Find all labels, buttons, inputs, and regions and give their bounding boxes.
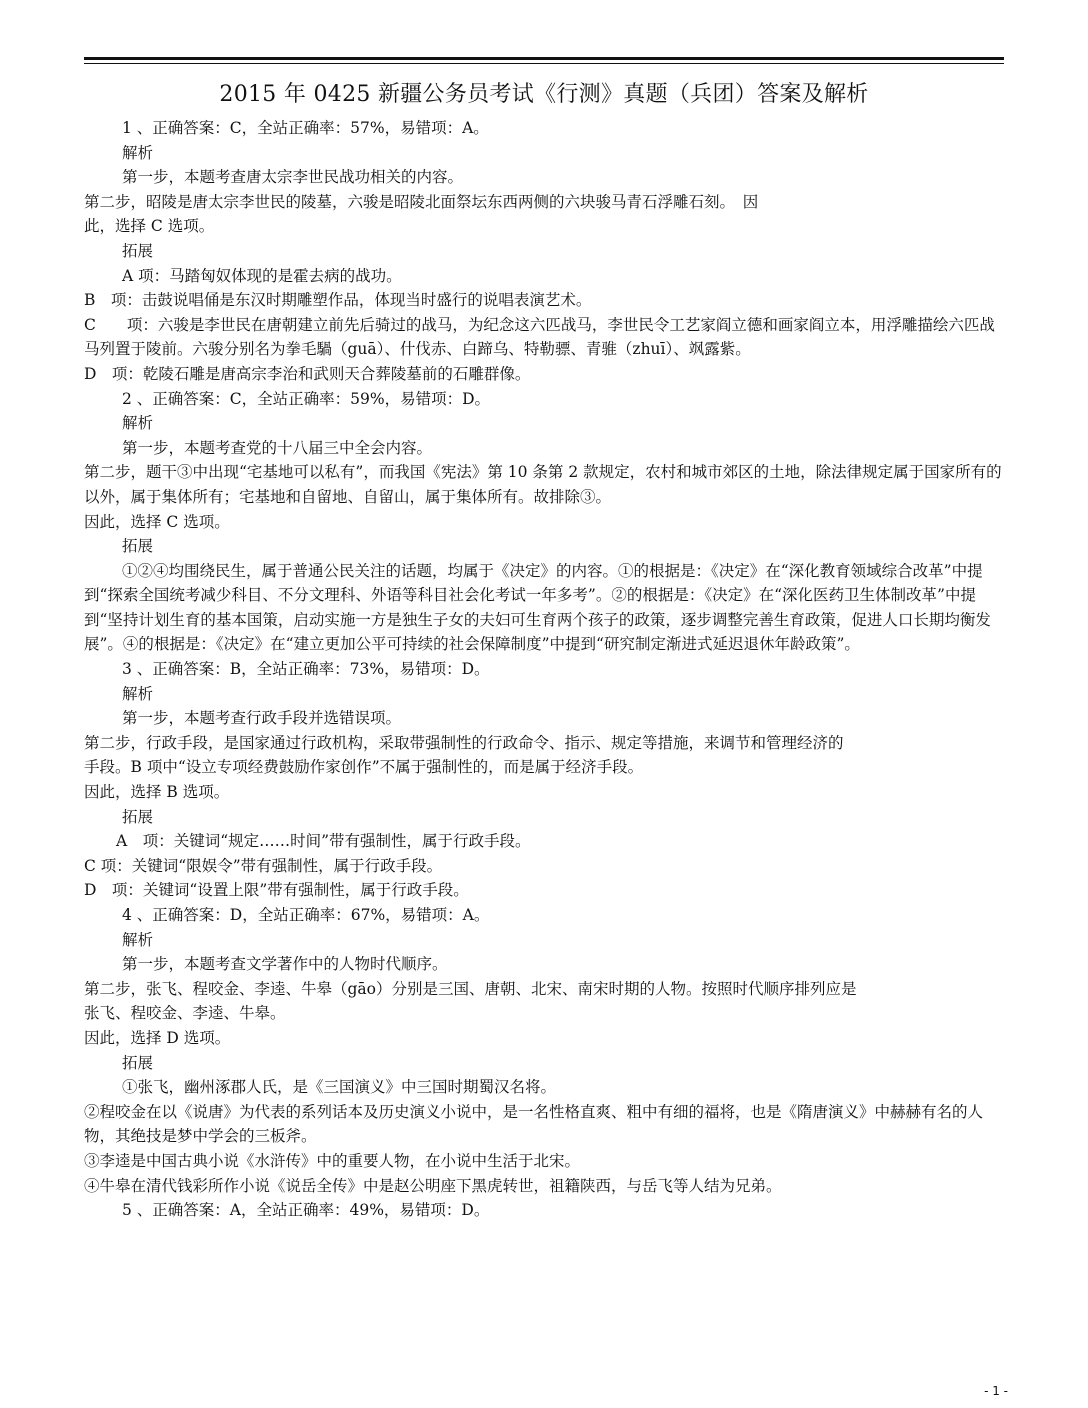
q1-extension-heading: 拓展 (122, 241, 154, 260)
q1-option-d: D 项：乾陵石雕是唐高宗李治和武则天合葬陵墓前的石雕群像。 (84, 364, 531, 383)
q1-analysis-heading: 解析 (122, 143, 154, 162)
q3-option-c: C 项：关键词“限娱令”带有强制性，属于行政手段。 (84, 856, 443, 875)
q3-step2-line1: 第二步，行政手段，是国家通过行政机构，采取带强制性的行政命令、指示、规定等措施，来调节和管理经济的 (84, 733, 844, 752)
header-rule-thick (84, 57, 1004, 60)
document-body (84, 116, 1004, 1223)
q3-answer: 3 、正确答案：B，全站正确率：73%，易错项：D。 (122, 660, 490, 679)
q1-step2-line1: 第二步，昭陵是唐太宗李世民的陵墓，六骏是昭陵北面祭坛东西两侧的六块骏马青石浮雕石刻。 因 (84, 192, 759, 211)
q4-step2-line1: 第二步，张飞、程咬金、李逵、牛皋（gāo）分别是三国、唐朝、北宋、南宋时期的人物。按照时代顺序排列应是 (84, 979, 857, 998)
q5-answer: 5 、正确答案：A，全站正确率：49%，易错项：D。 (122, 1201, 490, 1220)
q3-analysis-heading: 解析 (122, 684, 154, 703)
q4-extension-heading: 拓展 (122, 1053, 154, 1072)
q2-step1: 第一步，本题考查党的十八届三中全会内容。 (122, 438, 433, 457)
q3-option-a: A 项：关键词“规定……时间”带有强制性，属于行政手段。 (116, 832, 531, 851)
q2-analysis-heading: 解析 (122, 414, 154, 433)
page-number: - 1 - (984, 1384, 1008, 1398)
q1-option-c: C 项：六骏是李世民在唐朝建立前先后骑过的战马，为纪念这六匹战马，李世民令工艺家阎立德和画家阎立本，用浮雕描绘六匹战马列置于陵前。六骏分别名为拳毛騧（guā）、什伐赤、白蹄乌、特勒骠、青骓（zhuī）、飒露紫。 (84, 315, 995, 359)
q1-option-a: A 项：马踏匈奴体现的是霍去病的战功。 (122, 266, 402, 285)
q4-item-3: ③李逵是中国古典小说《水浒传》中的重要人物，在小说中生活于北宋。 (84, 1151, 581, 1170)
header-rule-thin (84, 63, 1004, 64)
q3-step1: 第一步，本题考查行政手段并选错误项。 (122, 709, 402, 728)
q2-step2: 第二步，题干③中出现“宅基地可以私有”，而我国《宪法》第 10 条第 2 款规定，农村和城市郊区的土地，除法律规定属于国家所有的以外，属于集体所有；宅基地和自留地、自留山，属于集体所有。故排除③。 (84, 463, 1002, 506)
q3-conclusion: 因此，选择 B 选项。 (84, 783, 230, 802)
q3-option-d: D 项：关键词“设置上限”带有强制性，属于行政手段。 (84, 881, 469, 900)
document-title: 2015 年 0425 新疆公务员考试《行测》真题（兵团）答案及解析 (219, 82, 869, 107)
q4-item-2: ②程咬金在以《说唐》为代表的系列话本及历史演义小说中，是一名性格直爽、粗中有细的福将，也是《隋唐演义》中赫赫有名的人物，其绝技是梦中学会的三板斧。 (84, 1102, 984, 1146)
q1-option-b: B 项：击鼓说唱俑是东汉时期雕塑作品，体现当时盛行的说唱表演艺术。 (84, 291, 592, 310)
q2-answer: 2 、正确答案：C，全站正确率：59%，易错项：D。 (122, 389, 491, 408)
q4-step1: 第一步，本题考查文学著作中的人物时代顺序。 (122, 955, 448, 974)
q4-conclusion: 因此，选择 D 选项。 (84, 1028, 231, 1047)
q2-extension-heading: 拓展 (122, 537, 154, 556)
q1-answer: 1 、正确答案：C，全站正确率：57%，易错项：A。 (122, 119, 489, 137)
q2-extension-text: ①②④均围绕民生，属于普通公民关注的话题，均属于《决定》的内容。①的根据是：《决定》在“深化教育领域综合改革”中提到“探索全国统考减少科目、不分文理科、外语等科目社会化考试一年多考”。②的根据是：《决定》在“深化医药卫生体制改革”中提到“坚持计划生育的基本国策，启动实施一方是独生子女的夫妇可生育两个孩子的政策，逐步调整完善生育政策，促进人口长期均衡发展”。④的根据是：《决定》在“建立更加公平可持续的社会保障制度”中提到“研究制定渐进式延迟退休年龄政策”。 (84, 561, 991, 654)
q3-extension-heading: 拓展 (122, 807, 154, 826)
q4-answer: 4 、正确答案：D，全站正确率：67%，易错项：A。 (122, 906, 490, 924)
q3-step2-line2: 手段。B 项中“设立专项经费鼓励作家创作”不属于强制性的，而是属于经济手段。 (84, 758, 644, 777)
q4-item-1: ①张飞，幽州涿郡人氏，是《三国演义》中三国时期蜀汉名将。 (122, 1078, 557, 1097)
q1-step1: 第一步，本题考查唐太宗李世民战功相关的内容。 (122, 168, 464, 187)
q4-item-4: ④牛皋在清代钱彩所作小说《说岳全传》中是赵公明座下黑虎转世，祖籍陕西，与岳飞等人结为兄弟。 (84, 1176, 782, 1195)
q2-conclusion: 因此，选择 C 选项。 (84, 512, 230, 531)
q1-step2-line2: 此，选择 C 选项。 (84, 217, 215, 236)
q4-step2-line2: 张飞、程咬金、李逵、牛皋。 (84, 1004, 286, 1023)
q4-analysis-heading: 解析 (122, 930, 154, 949)
